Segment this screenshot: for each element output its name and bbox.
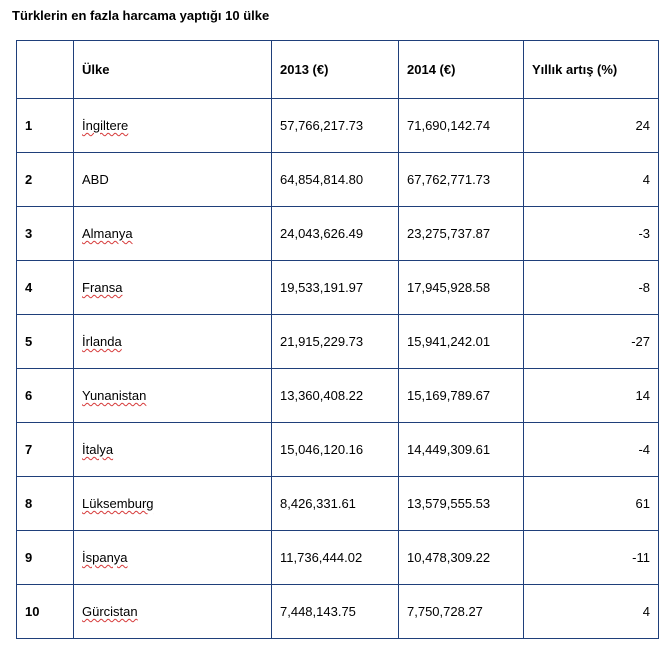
rank-cell: 10: [17, 585, 74, 639]
value-2014-cell: 7,750,728.27: [399, 585, 524, 639]
change-cell: -4: [524, 423, 659, 477]
header-change: Yıllık artış (%): [524, 41, 659, 99]
value-2013-cell: 57,766,217.73: [272, 99, 399, 153]
value-2014-cell: 67,762,771.73: [399, 153, 524, 207]
data-table: [16, 40, 659, 639]
page-title: Türklerin en fazla harcama yaptığı 10 ülke: [12, 8, 270, 23]
header-country: Ülke: [74, 41, 272, 99]
country-name: Yunanistan: [82, 388, 147, 403]
table-row: [17, 369, 659, 423]
header-row: [17, 41, 659, 99]
country-cell: [74, 369, 272, 423]
value-2014-cell: 14,449,309.61: [399, 423, 524, 477]
change-cell: 4: [524, 585, 659, 639]
value-2013-cell: 11,736,444.02: [272, 531, 399, 585]
value-2014-cell: 15,169,789.67: [399, 369, 524, 423]
value-2013-cell: 19,533,191.97: [272, 261, 399, 315]
country-name: İrlanda: [82, 334, 122, 349]
value-2013-cell: 21,915,229.73: [272, 315, 399, 369]
header-2013: 2013 (€): [272, 41, 399, 99]
table-row: [17, 585, 659, 639]
change-cell: 4: [524, 153, 659, 207]
value-2013-cell: 13,360,408.22: [272, 369, 399, 423]
table-row: [17, 315, 659, 369]
value-2014-cell: 23,275,737.87: [399, 207, 524, 261]
table-row: [17, 261, 659, 315]
change-cell: -3: [524, 207, 659, 261]
country-name: Gürcistan: [82, 604, 138, 619]
value-2013-cell: 15,046,120.16: [272, 423, 399, 477]
table-row: [17, 99, 659, 153]
change-cell: -27: [524, 315, 659, 369]
rank-cell: 5: [17, 315, 74, 369]
table-row: [17, 477, 659, 531]
country-name: İtalya: [82, 442, 114, 457]
rank-cell: 6: [17, 369, 74, 423]
value-2014-cell: 17,945,928.58: [399, 261, 524, 315]
rank-cell: 1: [17, 99, 74, 153]
country-name: İspanya: [82, 550, 128, 565]
country-cell: [74, 99, 272, 153]
change-cell: 14: [524, 369, 659, 423]
country-cell: [74, 585, 272, 639]
header-2014: 2014 (€): [399, 41, 524, 99]
country-cell: [74, 477, 272, 531]
rank-cell: 8: [17, 477, 74, 531]
rank-cell: 2: [17, 153, 74, 207]
table-row: [17, 153, 659, 207]
change-cell: -8: [524, 261, 659, 315]
country-name: Almanya: [82, 226, 133, 241]
country-cell: [74, 315, 272, 369]
country-cell: [74, 153, 272, 207]
table-row: [17, 531, 659, 585]
table-row: [17, 423, 659, 477]
value-2014-cell: 10,478,309.22: [399, 531, 524, 585]
value-2013-cell: 8,426,331.61: [272, 477, 399, 531]
value-2014-cell: 13,579,555.53: [399, 477, 524, 531]
table-row: [17, 207, 659, 261]
rank-cell: 7: [17, 423, 74, 477]
country-cell: [74, 531, 272, 585]
value-2014-cell: 71,690,142.74: [399, 99, 524, 153]
change-cell: -11: [524, 531, 659, 585]
country-cell: [74, 423, 272, 477]
value-2014-cell: 15,941,242.01: [399, 315, 524, 369]
value-2013-cell: 7,448,143.75: [272, 585, 399, 639]
value-2013-cell: 64,854,814.80: [272, 153, 399, 207]
country-name: ABD: [82, 172, 109, 187]
header-rank: [17, 41, 74, 99]
country-cell: [74, 261, 272, 315]
value-2013-cell: 24,043,626.49: [272, 207, 399, 261]
country-cell: [74, 207, 272, 261]
country-name: Fransa: [82, 280, 123, 295]
country-name: Lüksemburg: [82, 496, 154, 511]
change-cell: 61: [524, 477, 659, 531]
country-name: İngiltere: [82, 118, 129, 133]
rank-cell: 9: [17, 531, 74, 585]
rank-cell: 3: [17, 207, 74, 261]
change-cell: 24: [524, 99, 659, 153]
rank-cell: 4: [17, 261, 74, 315]
